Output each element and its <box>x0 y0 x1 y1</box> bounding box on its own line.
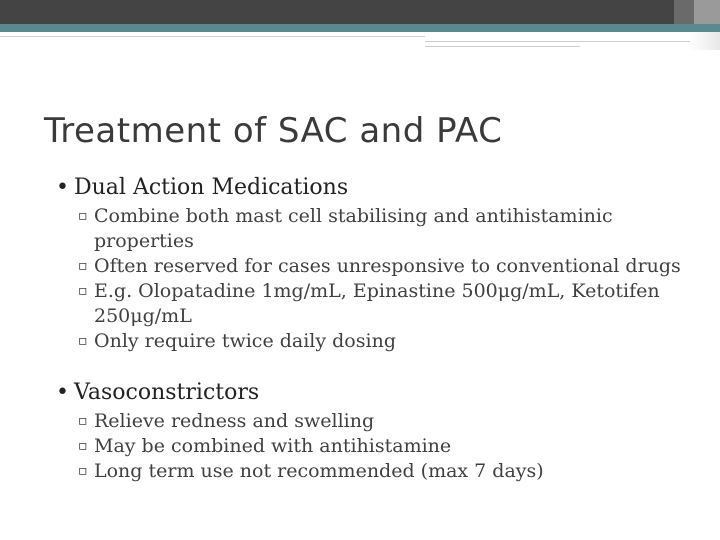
sub-bullet-list <box>56 409 686 484</box>
sub-bullet-text: Relieve redness and swelling <box>94 410 375 432</box>
bullet-dual-action <box>56 174 686 202</box>
decorative-rule <box>425 41 695 42</box>
sub-bullet <box>56 409 686 434</box>
section-spacer <box>56 354 686 379</box>
decorative-gradient <box>690 32 720 50</box>
slide-body <box>56 174 686 484</box>
square-bullet-icon: ▫ <box>78 413 88 429</box>
slide-title: Treatment of SAC and PAC <box>44 111 503 151</box>
top-decorative-band <box>0 0 720 24</box>
sub-bullet-text: Only require twice daily dosing <box>94 330 396 352</box>
square-bullet-icon: ▫ <box>78 283 88 299</box>
sub-bullet-text: Long term use not recommended (max 7 days) <box>94 460 544 482</box>
sub-bullet <box>56 434 686 459</box>
bullet-vasoconstrictors <box>56 379 686 407</box>
sub-bullet <box>56 329 686 354</box>
top-band-accent-light <box>694 0 720 24</box>
teal-accent-stripe <box>0 24 720 32</box>
bullet-text: Dual Action Medications <box>74 175 349 200</box>
top-band-accent-dark <box>674 0 694 24</box>
bullet-dot-icon: • <box>56 175 69 200</box>
sub-bullet <box>56 279 686 329</box>
sub-bullet-text: E.g. Olopatadine 1mg/mL, Epinastine 500μg/mL, Ketotifen 250μg/mL <box>94 280 660 327</box>
sub-bullet <box>56 254 686 279</box>
decorative-rule <box>0 36 425 37</box>
square-bullet-icon: ▫ <box>78 208 88 224</box>
bullet-dot-icon: • <box>56 380 69 405</box>
bullet-text: Vasoconstrictors <box>74 380 260 405</box>
square-bullet-icon: ▫ <box>78 333 88 349</box>
sub-bullet-list <box>56 204 686 354</box>
sub-bullet-text: Combine both mast cell stabilising and antihistaminic properties <box>94 205 613 252</box>
sub-bullet <box>56 204 686 254</box>
square-bullet-icon: ▫ <box>78 463 88 479</box>
sub-bullet-text: Often reserved for cases unresponsive to conventional drugs <box>94 255 681 277</box>
sub-bullet <box>56 459 686 484</box>
square-bullet-icon: ▫ <box>78 258 88 274</box>
sub-bullet-text: May be combined with antihistamine <box>94 435 452 457</box>
decorative-rule <box>425 46 580 47</box>
square-bullet-icon: ▫ <box>78 438 88 454</box>
